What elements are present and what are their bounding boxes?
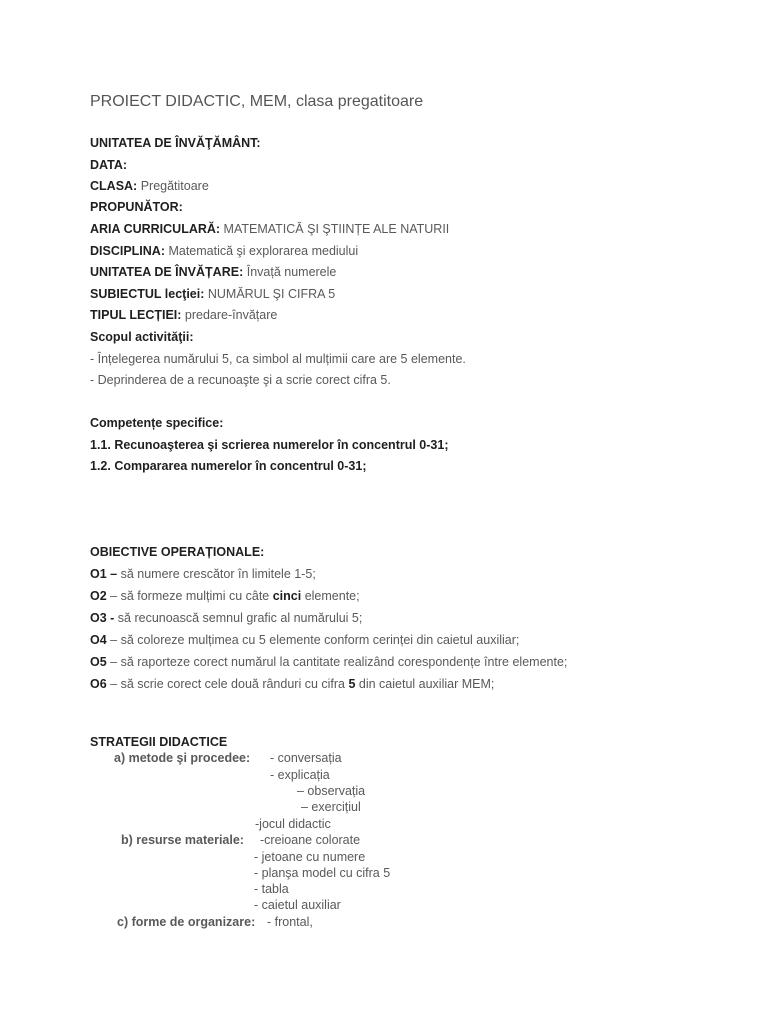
field-label: TIPUL LECȚIEI:	[90, 308, 182, 322]
field-value: Pregătitoare	[137, 179, 209, 193]
field-curricular-area	[90, 221, 449, 237]
document-title: PROIECT DIDACTIC, MEM, clasa pregatitoare	[90, 93, 424, 110]
objective-item	[90, 676, 494, 692]
field-label: SUBIECTUL lecţiei:	[90, 287, 205, 301]
field-value: Matematică şi explorarea mediului	[165, 244, 359, 258]
method-item: -jocul didactic	[255, 817, 331, 831]
scope-item: - Înțelegerea numărului 5, ca simbol al mulțimii care are 5 elemente.	[90, 352, 466, 366]
forms-label: c) forme de organizare:	[117, 915, 256, 929]
field-school-unit	[90, 135, 261, 151]
field-date	[90, 157, 127, 173]
field-label: DISCIPLINA:	[90, 244, 165, 258]
field-value: predare-învățare	[181, 308, 278, 322]
form-item: - frontal,	[267, 915, 313, 929]
objective-text: să numere crescător în limitele 1-5;	[117, 567, 316, 581]
objective-text-after: elemente;	[301, 589, 360, 603]
objective-code: O5	[90, 655, 107, 669]
objective-code: O1 –	[90, 567, 118, 581]
resources-label: b) resurse materiale:	[121, 833, 244, 847]
resource-item: -creioane colorate	[260, 833, 361, 847]
objective-emphasis: cinci	[272, 589, 302, 603]
objective-item	[90, 610, 362, 626]
method-item: - explicația	[270, 768, 330, 782]
objective-text: să recunoască semnul grafic al numărului 5;	[114, 611, 363, 625]
resource-item: - planşa model cu cifra 5	[254, 866, 391, 880]
objective-item	[90, 588, 360, 604]
objective-text: – să raporteze corect numărul la cantitate realizând corespondențe între elemente;	[106, 655, 568, 669]
objectives-heading: OBIECTIVE OPERAȚIONALE:	[90, 545, 265, 559]
method-item: - conversația	[270, 751, 342, 765]
objective-item	[90, 654, 567, 670]
objective-text-after: din caietul auxiliar MEM;	[355, 677, 495, 691]
field-teacher	[90, 199, 183, 215]
scope-item: - Deprinderea de a recunoaşte şi a scrie corect cifra 5.	[90, 373, 391, 387]
field-label: DATA:	[90, 158, 128, 172]
objective-text: – să formeze mulțimi cu câte	[106, 589, 273, 603]
objective-code: O3 -	[90, 611, 115, 625]
methods-label: a) metode şi procedee:	[114, 751, 251, 765]
field-label: ARIA CURRICULARĂ:	[90, 222, 221, 236]
resource-item: - tabla	[254, 882, 289, 896]
field-label: CLASA:	[90, 179, 138, 193]
method-item: – exercițiul	[301, 800, 361, 814]
field-value: Învață numerele	[243, 265, 337, 279]
field-label: Scopul activităţii:	[90, 330, 194, 344]
objective-text: – să scrie corect cele două rânduri cu cifra	[106, 677, 349, 691]
field-label: UNITATEA DE ÎNVĂŢĂMÂNT:	[90, 136, 261, 150]
strategies-heading: STRATEGII DIDACTICE	[90, 735, 228, 749]
field-value: MATEMATICĂ ŞI ŞTIINȚE ALE NATURII	[220, 222, 450, 236]
field-learning-unit	[90, 264, 336, 280]
competence-item: 1.2. Compararea numerelor în concentrul 0-31;	[90, 459, 367, 473]
method-item: – observația	[297, 784, 366, 798]
resource-item: - jetoane cu numere	[254, 850, 366, 864]
objective-emphasis: 5	[348, 677, 356, 691]
field-activity-scope	[90, 329, 194, 345]
objective-code: O4	[90, 633, 107, 647]
field-label: UNITATEA DE ÎNVĂȚARE:	[90, 265, 244, 279]
competences-heading: Competențe specifice:	[90, 416, 224, 430]
field-lesson-subject	[90, 286, 335, 302]
objective-code: O2	[90, 589, 107, 603]
objective-item	[90, 632, 519, 648]
objective-item	[90, 566, 316, 582]
objective-code: O6	[90, 677, 107, 691]
field-class	[90, 178, 209, 194]
field-label: PROPUNĂTOR:	[90, 200, 183, 214]
field-lesson-type	[90, 307, 277, 323]
field-discipline	[90, 243, 358, 259]
field-value: NUMĂRUL ŞI CIFRA 5	[204, 287, 336, 301]
competence-item: 1.1. Recunoaşterea şi scrierea numerelor în concentrul 0-31;	[90, 438, 449, 452]
resource-item: - caietul auxiliar	[254, 898, 341, 912]
objective-text: – să coloreze mulțimea cu 5 elemente conform cerinței din caietul auxiliar;	[106, 633, 520, 647]
